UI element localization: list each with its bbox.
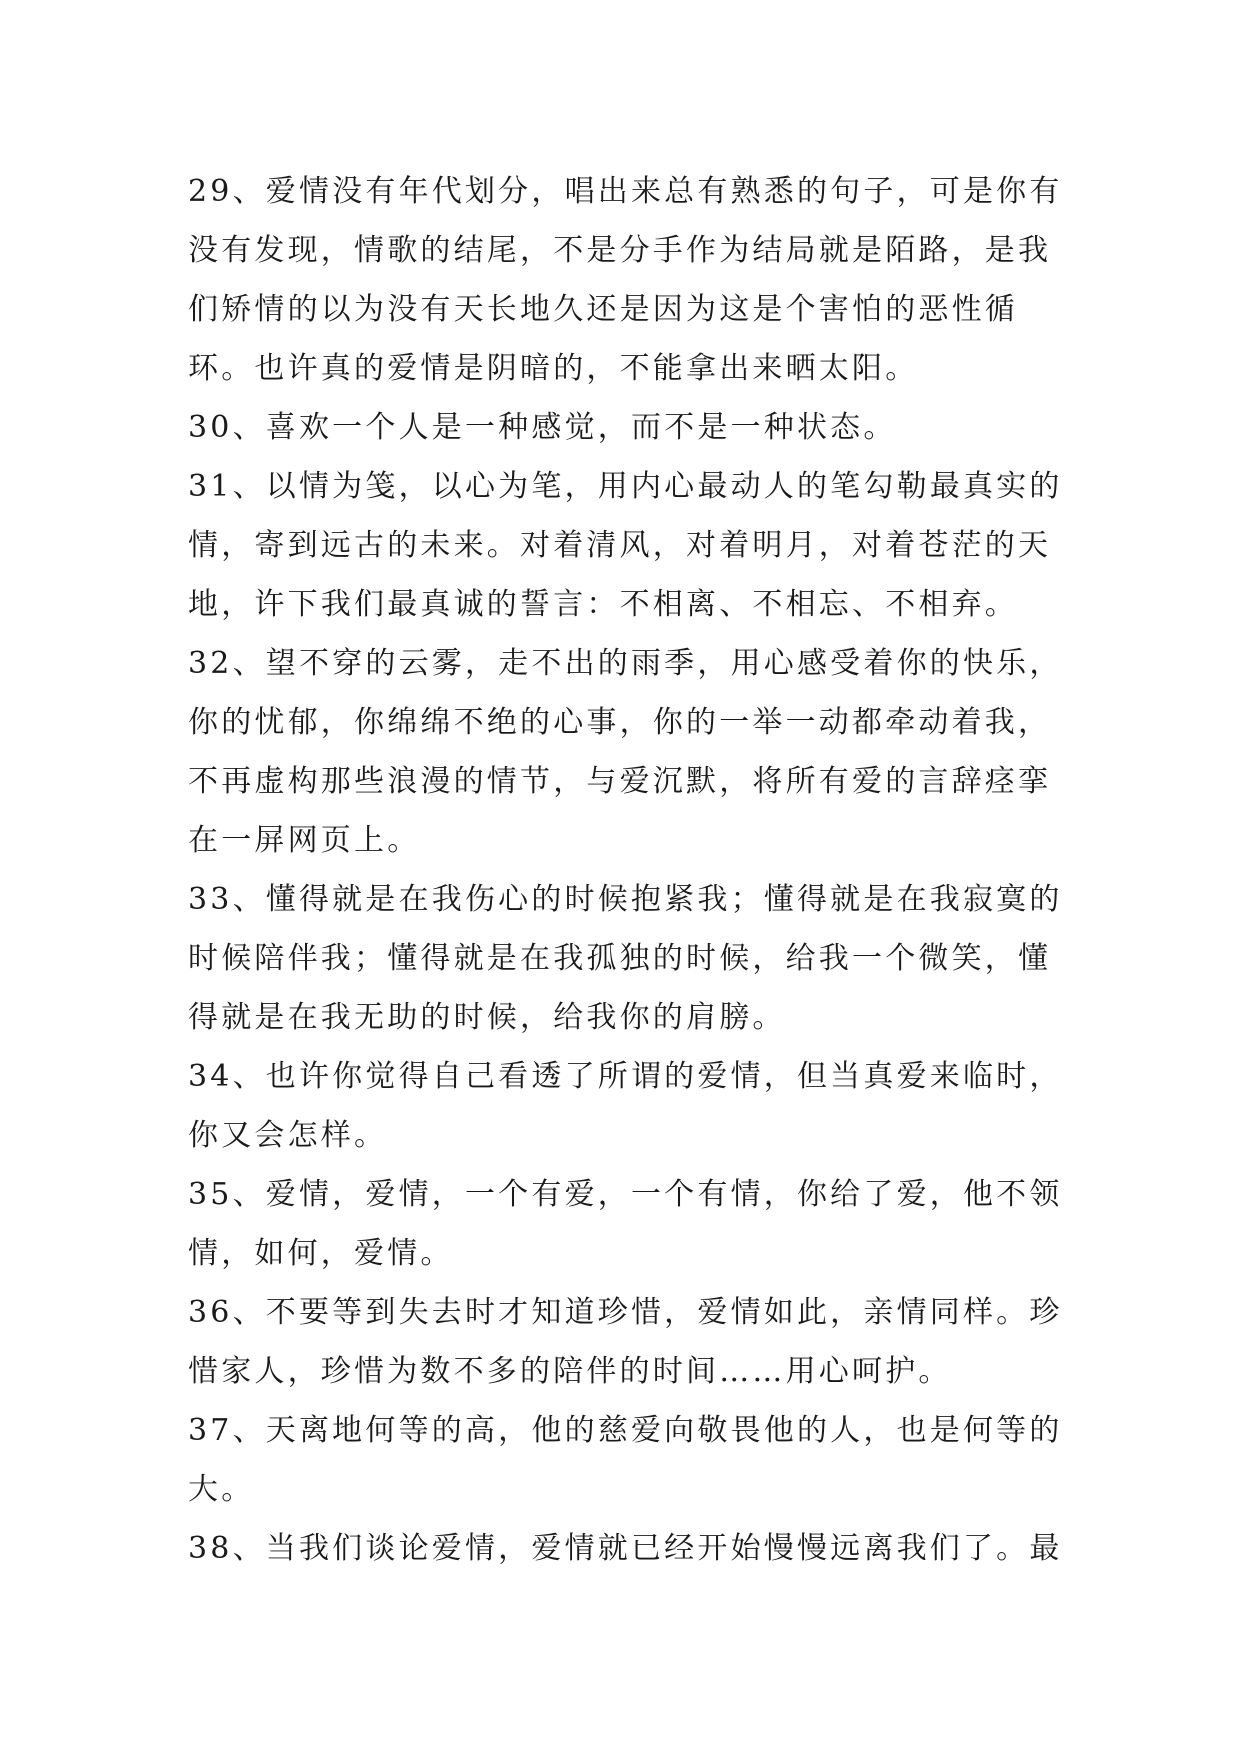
text-line: 们矫情的以为没有天长地久还是因为这是个害怕的恶性循 (188, 292, 1018, 327)
text-line: 33、懂得就是在我伤心的时候抱紧我；懂得就是在我寂寞的 (188, 882, 1063, 917)
text-line: 没有发现，情歌的结尾，不是分手作为结局就是陌路，是我 (188, 233, 1052, 268)
text-line: 在一屏网页上。 (188, 823, 421, 858)
text-line: 地，许下我们最真诚的誓言：不相离、不相忘、不相弃。 (188, 587, 1018, 622)
text-line: 38、当我们谈论爱情，爱情就已经开始慢慢远离我们了。最 (188, 1531, 1063, 1566)
document-body (188, 162, 1068, 1578)
text-line: 你又会怎样。 (188, 1118, 388, 1153)
text-line: 环。也许真的爱情是阴暗的，不能拿出来晒太阳。 (188, 351, 919, 386)
text-line: 31、以情为笺，以心为笔，用内心最动人的笔勾勒最真实的 (188, 469, 1063, 504)
text-line: 时候陪伴我；懂得就是在我孤独的时候，给我一个微笑，懂 (188, 941, 1052, 976)
text-line: 29、爱情没有年代划分，唱出来总有熟悉的句子，可是你有 (188, 174, 1063, 209)
text-line: 32、望不穿的云雾，走不出的雨季，用心感受着你的快乐， (188, 646, 1063, 681)
text-line: 37、天离地何等的高，他的慈爱向敬畏他的人，也是何等的 (188, 1413, 1063, 1448)
text-line: 35、爱情，爱情，一个有爱，一个有情，你给了爱，他不领 (188, 1177, 1063, 1212)
text-line: 得就是在我无助的时候，给我你的肩膀。 (188, 1000, 786, 1035)
text-line: 34、也许你觉得自己看透了所谓的爱情，但当真爱来临时， (188, 1059, 1063, 1094)
text-line: 惜家人，珍惜为数不多的陪伴的时间……用心呵护。 (188, 1354, 952, 1389)
text-line: 大。 (188, 1472, 255, 1507)
text-line: 情，如何，爱情。 (188, 1236, 454, 1271)
text-line: 36、不要等到失去时才知道珍惜，爱情如此，亲情同样。珍 (188, 1295, 1063, 1330)
text-line: 你的忧郁，你绵绵不绝的心事，你的一举一动都牵动着我， (188, 705, 1052, 740)
text-line: 情，寄到远古的未来。对着清风，对着明月，对着苍茫的天 (188, 528, 1052, 563)
text-line: 30、喜欢一个人是一种感觉，而不是一种状态。 (188, 410, 897, 445)
text-line: 不再虚构那些浪漫的情节，与爱沉默，将所有爱的言辞痉挛 (188, 764, 1052, 799)
